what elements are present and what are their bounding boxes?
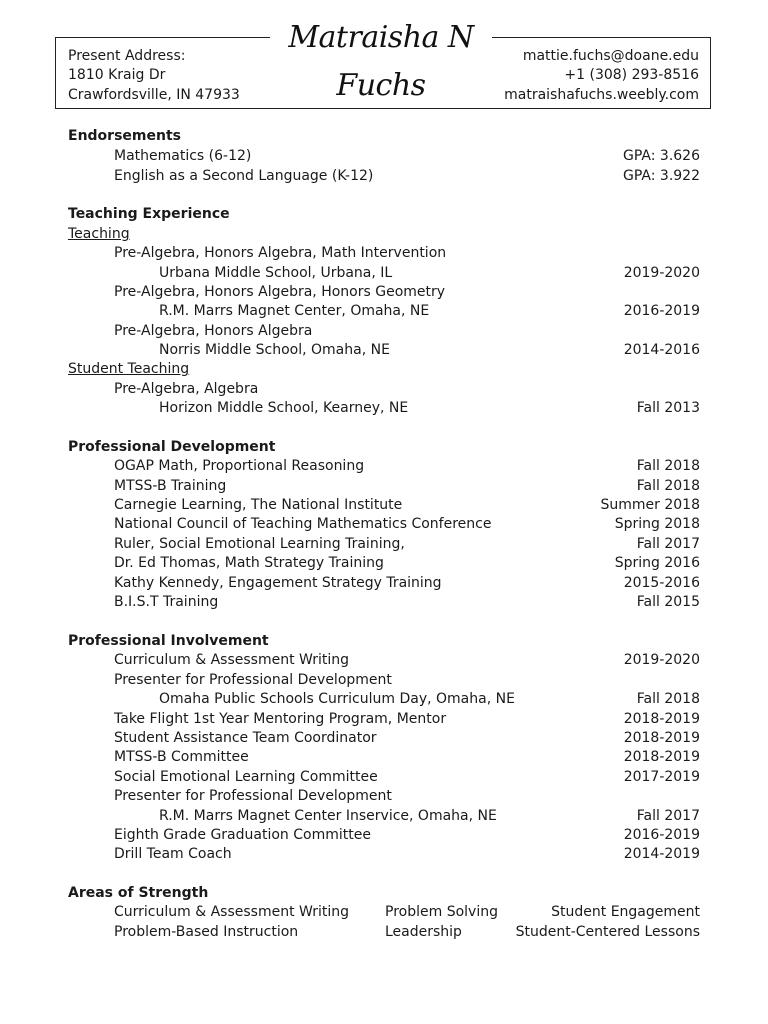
pd-row — [0, 535, 768, 555]
years-text: 2016-2019 — [623, 303, 700, 319]
involvement-row — [0, 787, 768, 807]
pd-date: 2015-2016 — [623, 575, 700, 591]
pd-title: MTSS-B Training — [114, 478, 227, 494]
courses-text: Pre-Algebra, Algebra — [114, 381, 259, 397]
school-text: Horizon Middle School, Kearney, NE — [159, 400, 409, 416]
section-heading: Areas of Strength — [68, 885, 209, 901]
endorsement-subject: Mathematics (6-12) — [114, 148, 252, 164]
strength-row — [0, 903, 768, 923]
pd-title: Ruler, Social Emotional Learning Training, — [114, 536, 405, 552]
subsection-heading: Teaching — [68, 226, 130, 242]
school-text: Norris Middle School, Omaha, NE — [159, 342, 390, 358]
pd-title: OGAP Math, Proportional Reasoning — [114, 458, 365, 474]
endorsement-row — [0, 147, 768, 167]
section-professional-involvement — [0, 632, 768, 652]
involvement-date: Fall 2017 — [636, 808, 700, 824]
involvement-date: 2017-2019 — [623, 769, 700, 785]
involvement-title: Eighth Grade Graduation Committee — [114, 827, 371, 843]
experience-school-row — [0, 302, 768, 322]
involvement-date: 2018-2019 — [623, 749, 700, 765]
pd-row — [0, 515, 768, 535]
pd-title: National Council of Teaching Mathematics Conference — [114, 516, 492, 532]
pd-date: Fall 2017 — [636, 536, 700, 552]
section-endorsements — [0, 127, 768, 147]
involvement-row — [0, 768, 768, 788]
section-heading: Professional Development — [68, 439, 276, 455]
involvement-row — [0, 748, 768, 768]
subsection-heading: Student Teaching — [68, 361, 190, 377]
pd-date: Summer 2018 — [600, 497, 700, 513]
email-link[interactable]: mattie.fuchs@doane.edu — [522, 48, 699, 64]
pd-row — [0, 593, 768, 613]
involvement-row — [0, 826, 768, 846]
section-professional-development — [0, 438, 768, 458]
involvement-title: Drill Team Coach — [114, 846, 232, 862]
pd-row — [0, 496, 768, 516]
strength-item: Student Engagement — [551, 904, 700, 920]
address-label: Present Address: — [68, 48, 186, 64]
pd-title: Kathy Kennedy, Engagement Strategy Training — [114, 575, 442, 591]
involvement-title: Omaha Public Schools Curriculum Day, Omaha, NE — [159, 691, 515, 707]
involvement-date: 2014-2019 — [623, 846, 700, 862]
involvement-title: Social Emotional Learning Committee — [114, 769, 378, 785]
pd-date: Spring 2016 — [614, 555, 700, 571]
school-text: Urbana Middle School, Urbana, IL — [159, 265, 393, 281]
section-heading: Professional Involvement — [68, 633, 269, 649]
experience-school-row — [0, 399, 768, 419]
pd-date: Fall 2018 — [636, 458, 700, 474]
courses-text: Pre-Algebra, Honors Algebra — [114, 323, 313, 339]
subsection-teaching — [0, 225, 768, 245]
pd-title: Dr. Ed Thomas, Math Strategy Training — [114, 555, 384, 571]
involvement-title: R.M. Marrs Magnet Center Inservice, Omaha, NE — [159, 808, 497, 824]
involvement-date: 2016-2019 — [623, 827, 700, 843]
experience-courses — [0, 380, 768, 400]
involvement-row — [0, 845, 768, 865]
involvement-row — [0, 729, 768, 749]
strength-item: Leadership — [385, 924, 462, 940]
involvement-title: MTSS-B Committee — [114, 749, 249, 765]
strength-item: Problem-Based Instruction — [114, 924, 299, 940]
involvement-title: Take Flight 1st Year Mentoring Program, Mentor — [114, 711, 447, 727]
endorsement-gpa: GPA: 3.626 — [623, 148, 700, 164]
address-city: Crawfordsville, IN 47933 — [68, 87, 240, 103]
strength-item: Student-Centered Lessons — [515, 924, 700, 940]
involvement-title: Student Assistance Team Coordinator — [114, 730, 377, 746]
courses-text: Pre-Algebra, Honors Algebra, Math Intervention — [114, 245, 447, 261]
strength-item: Problem Solving — [385, 904, 498, 920]
pd-date: Fall 2018 — [636, 478, 700, 494]
section-heading: Endorsements — [68, 128, 181, 144]
experience-school-row — [0, 341, 768, 361]
endorsement-subject: English as a Second Language (K-12) — [114, 168, 374, 184]
pd-date: Spring 2018 — [614, 516, 700, 532]
involvement-title: Presenter for Professional Development — [114, 788, 392, 804]
years-text: 2019-2020 — [623, 265, 700, 281]
pd-date: Fall 2015 — [636, 594, 700, 610]
website-link[interactable]: matraishafuchs.weebly.com — [504, 87, 699, 103]
pd-row — [0, 554, 768, 574]
involvement-row — [0, 671, 768, 691]
school-text: R.M. Marrs Magnet Center, Omaha, NE — [159, 303, 430, 319]
pd-title: B.I.S.T Training — [114, 594, 219, 610]
subsection-student-teaching — [0, 360, 768, 380]
pd-title: Carnegie Learning, The National Institute — [114, 497, 403, 513]
pd-row — [0, 477, 768, 497]
involvement-row — [0, 651, 768, 671]
involvement-date: 2018-2019 — [623, 711, 700, 727]
involvement-date: 2019-2020 — [623, 652, 700, 668]
experience-courses — [0, 322, 768, 342]
section-teaching-experience — [0, 205, 768, 225]
endorsement-row — [0, 167, 768, 187]
involvement-row — [0, 690, 768, 710]
section-heading: Teaching Experience — [68, 206, 230, 222]
involvement-row — [0, 710, 768, 730]
involvement-date: Fall 2018 — [636, 691, 700, 707]
endorsement-gpa: GPA: 3.922 — [623, 168, 700, 184]
resume-name: Matraisha N Fuchs — [270, 14, 492, 62]
experience-courses — [0, 244, 768, 264]
involvement-title: Curriculum & Assessment Writing — [114, 652, 350, 668]
phone-number: +1 (308) 293-8516 — [564, 67, 699, 83]
experience-school-row — [0, 264, 768, 284]
pd-row — [0, 574, 768, 594]
involvement-title: Presenter for Professional Development — [114, 672, 392, 688]
years-text: Fall 2013 — [636, 400, 700, 416]
involvement-row — [0, 807, 768, 827]
courses-text: Pre-Algebra, Honors Algebra, Honors Geometry — [114, 284, 446, 300]
experience-courses — [0, 283, 768, 303]
involvement-date: 2018-2019 — [623, 730, 700, 746]
address-street: 1810 Kraig Dr — [68, 67, 166, 83]
strength-row — [0, 923, 768, 943]
section-areas-of-strength — [0, 884, 768, 904]
pd-row — [0, 457, 768, 477]
years-text: 2014-2016 — [623, 342, 700, 358]
strength-item: Curriculum & Assessment Writing — [114, 904, 350, 920]
